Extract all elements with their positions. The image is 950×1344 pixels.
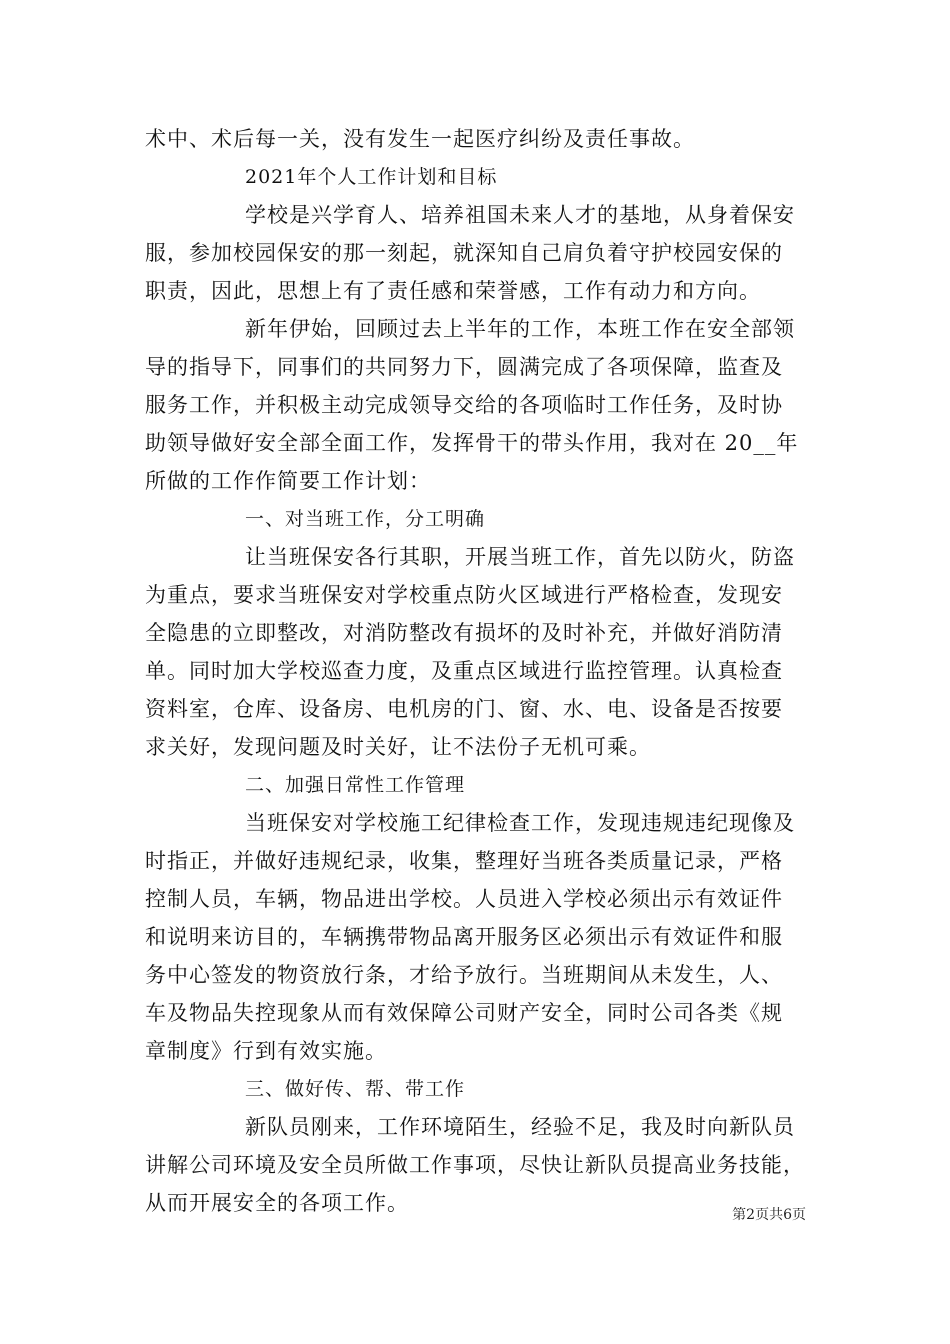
- paragraph-line: 服，参加校园保安的那一刻起，就深知自己肩负着守护校园安保的: [145, 241, 783, 265]
- paragraph-line: 服务工作，并积极主动完成领导交给的各项临时工作任务，及时协: [145, 393, 783, 417]
- paragraph-line: 从而开展安全的各项工作。: [145, 1191, 409, 1215]
- paragraph-line: 章制度》行到有效实施。: [145, 1039, 387, 1063]
- paragraph-line: 和说明来访目的，车辆携带物品离开服务区必须出示有效证件和服: [145, 925, 783, 949]
- section-heading: 二、加强日常性工作管理: [245, 774, 466, 796]
- section-heading: 2021年个人工作计划和目标: [245, 166, 498, 188]
- section-heading: 一、对当班工作，分工明确: [245, 508, 486, 530]
- paragraph-line: 讲解公司环境及安全员所做工作事项，尽快让新队员提高业务技能，: [145, 1153, 805, 1177]
- paragraph-line: 务中心签发的物资放行条，才给予放行。当班期间从未发生，人、: [145, 963, 783, 987]
- paragraph-line: 当班保安对学校施工纪律检查工作，发现违规违纪现像及: [245, 811, 795, 835]
- paragraph-line: 全隐患的立即整改，对消防整改有损坏的及时补充，并做好消防清: [145, 621, 783, 645]
- paragraph-line: 新队员刚来，工作环境陌生，经验不足，我及时向新队员: [245, 1115, 795, 1139]
- paragraph-line: 所做的工作作简要工作计划：: [145, 469, 431, 493]
- page-number-footer: 第2页共6页: [732, 1207, 806, 1223]
- section-heading: 三、做好传、帮、带工作: [245, 1078, 466, 1100]
- paragraph-line: 术中、术后每一关，没有发生一起医疗纠纷及责任事故。: [145, 127, 695, 151]
- paragraph-line: 助领导做好安全部全面工作，发挥骨干的带头作用，我对在 20__年: [145, 431, 799, 455]
- paragraph-line: 求关好，发现问题及时关好，让不法份子无机可乘。: [145, 735, 651, 759]
- paragraph-line: 车及物品失控现象从而有效保障公司财产安全，同时公司各类《规: [145, 1001, 783, 1025]
- paragraph-line: 导的指导下，同事们的共同努力下，圆满完成了各项保障，监查及: [145, 355, 783, 379]
- paragraph-line: 学校是兴学育人、培养祖国未来人才的基地，从身着保安: [245, 203, 795, 227]
- paragraph-line: 时指正，并做好违规纪录，收集，整理好当班各类质量记录，严格: [145, 849, 783, 873]
- paragraph-line: 为重点，要求当班保安对学校重点防火区域进行严格检查，发现安: [145, 583, 783, 607]
- paragraph-line: 职责，因此，思想上有了责任感和荣誉感，工作有动力和方向。: [145, 279, 761, 303]
- paragraph-line: 新年伊始，回顾过去上半年的工作，本班工作在安全部领: [245, 317, 795, 341]
- paragraph-line: 单。同时加大学校巡查力度，及重点区域进行监控管理。认真检查: [145, 659, 783, 683]
- paragraph-line: 资料室，仓库、设备房、电机房的门、窗、水、电、设备是否按要: [145, 697, 783, 721]
- paragraph-line: 让当班保安各行其职，开展当班工作，首先以防火，防盗: [245, 545, 795, 569]
- document-body: [145, 120, 815, 1222]
- paragraph-line: 控制人员，车辆，物品进出学校。人员进入学校必须出示有效证件: [145, 887, 783, 911]
